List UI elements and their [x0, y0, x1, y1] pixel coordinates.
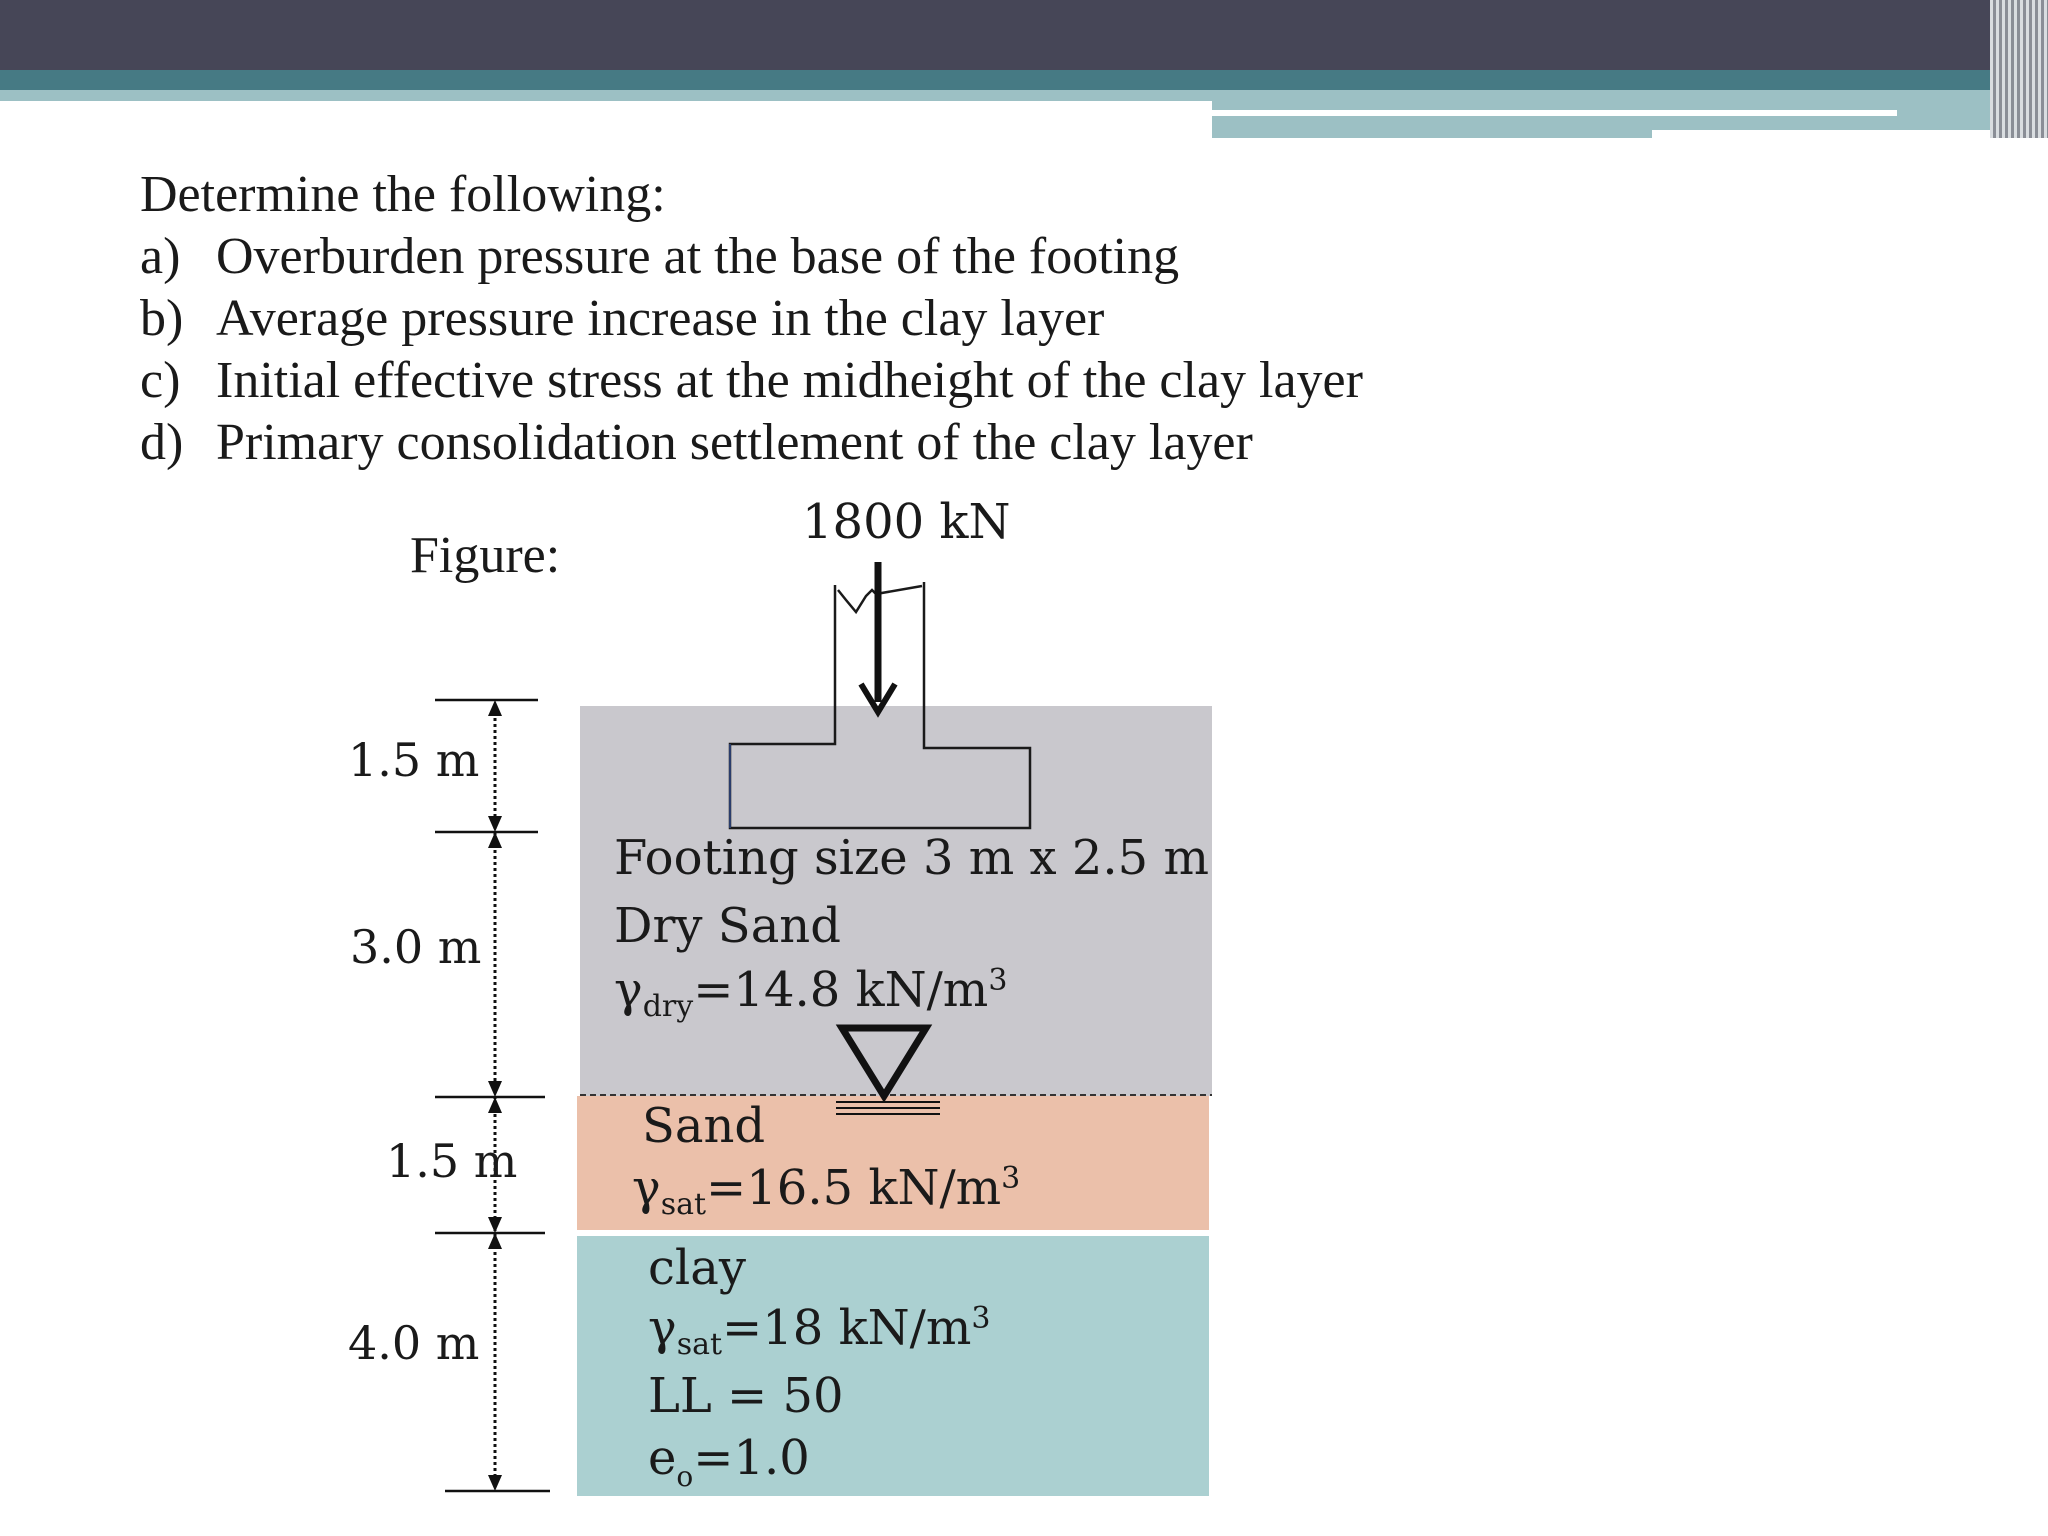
sand-unit-weight	[632, 1160, 1021, 1222]
void-ratio-label	[648, 1430, 810, 1493]
question-marker-d: d)	[140, 414, 184, 471]
question-intro: Determine the following:	[140, 166, 666, 223]
gamma-symbol: γ	[632, 1160, 661, 1216]
question-item-a: Overburden pressure at the base of the footing	[216, 228, 1180, 285]
figure-label: Figure:	[410, 527, 561, 584]
unit-exponent: 3	[971, 1301, 991, 1336]
dimension-label-sand: 1.5 m	[386, 1134, 518, 1188]
gamma-value: =14.8 kN/m	[693, 962, 989, 1018]
dimension-label-dry-top: 1.5 m	[348, 733, 480, 787]
load-label: 1800 kN	[802, 494, 1011, 550]
question-marker-b: b)	[140, 290, 184, 347]
gamma-subscript: sat	[660, 1187, 707, 1222]
dimension-label-dry-sand: 3.0 m	[350, 920, 482, 974]
gamma-value: =16.5 kN/m	[706, 1160, 1002, 1216]
unit-exponent: 3	[988, 963, 1008, 998]
question-item-d: Primary consolidation settlement of the clay layer	[216, 414, 1253, 471]
question-marker-c: c)	[140, 352, 181, 409]
void-ratio-symbol: e	[648, 1430, 677, 1486]
gamma-symbol: γ	[648, 1300, 677, 1356]
question-item-b: Average pressure increase in the clay layer	[216, 290, 1105, 347]
dry-sand-label: Dry Sand	[614, 898, 841, 954]
dimension-label-clay: 4.0 m	[348, 1316, 480, 1370]
clay-label: clay	[648, 1240, 746, 1296]
void-ratio-subscript: o	[676, 1460, 694, 1493]
gamma-symbol: γ	[614, 962, 643, 1018]
gamma-value: =18 kN/m	[722, 1300, 972, 1356]
question-item-c: Initial effective stress at the midheight of the clay layer	[216, 352, 1363, 409]
dry-sand-unit-weight	[614, 962, 1008, 1024]
gamma-subscript: sat	[676, 1327, 723, 1362]
footing-size-label: Footing size 3 m x 2.5 m	[614, 830, 1209, 886]
void-ratio-value: =1.0	[693, 1430, 810, 1486]
sand-label: Sand	[642, 1098, 766, 1154]
unit-exponent: 3	[1001, 1161, 1021, 1196]
clay-unit-weight	[648, 1300, 991, 1362]
load-arrow	[861, 562, 895, 712]
question-marker-a: a)	[140, 228, 181, 285]
liquid-limit-label: LL = 50	[648, 1368, 844, 1424]
gamma-subscript: dry	[642, 989, 694, 1024]
